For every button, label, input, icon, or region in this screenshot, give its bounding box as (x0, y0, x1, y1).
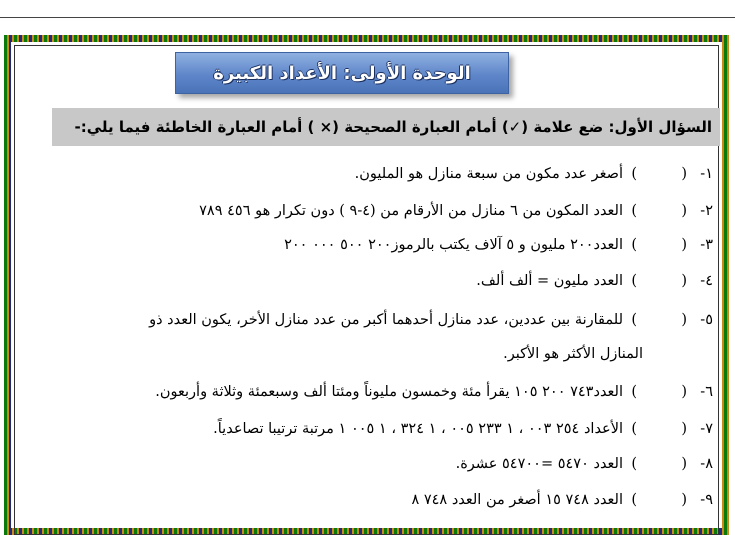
list-item (155, 384, 713, 400)
close-paren: ) (631, 166, 637, 182)
open-paren: ( (681, 421, 687, 437)
top-rule (0, 17, 735, 18)
close-paren: ) (631, 492, 637, 508)
item-number: ٤- (700, 273, 713, 289)
open-paren: ( (681, 492, 687, 508)
close-paren: ) (631, 384, 637, 400)
item-number: ٧- (700, 421, 713, 437)
item-text: أصغر عدد مكون من سبعة منازل هو المليون. (354, 166, 623, 182)
item-text: العدد مليون = ألف ألف. (476, 273, 623, 289)
unit-title-box (175, 52, 509, 94)
open-paren: ( (681, 384, 687, 400)
item-number: ١- (700, 166, 713, 182)
list-item (199, 203, 713, 219)
question-heading: السؤال الأول: ضع علامة (✓) أمام العبارة الصحيحة (× ) أمام العبارة الخاطئة فيما يلي:- (74, 118, 712, 136)
item-number: ٦- (700, 384, 713, 400)
open-paren: ( (681, 166, 687, 182)
item-text: العدد٢٠٠ مليون و ٥ آلاف يكتب بالرموز٢٠٠ ٥٠٠ ٠٠٠ ٢٠٠ (284, 237, 623, 253)
list-item (284, 237, 713, 253)
item-text: العدد ٧٤٨ ١٥ أصغر من العدد ٧٤٨ ٨ (411, 492, 623, 508)
item-number: ٥- (700, 312, 713, 328)
item-number: ٨- (700, 456, 713, 472)
item-text: العدد المكون من ٦ منازل من الأرقام من (٤-٩ ) دون تكرار هو ٤٥٦ ٧٨٩ (199, 203, 623, 219)
open-paren: ( (681, 237, 687, 253)
item-text: العدد٧٤٣ ٢٠٠ ١٠٥ يقرأ مئة وخمسون مليوناً ومئتا ألف وسبعمئة وثلاثة وأربعون. (155, 384, 623, 400)
question-bar (52, 108, 720, 146)
list-item (476, 273, 713, 289)
list-item (355, 166, 713, 182)
item-text: الأعداد ٢٥٤ ٠٠٣ ، ١ ٢٣٣ ٠٠٥ ، ١ ٣٢٤ ، ١ ٠٠٥ ١ مرتبة ترتيبا تصاعدياً. (213, 421, 623, 437)
close-paren: ) (631, 456, 637, 472)
open-paren: ( (681, 456, 687, 472)
list-item (456, 456, 713, 472)
list-item (213, 421, 713, 437)
open-paren: ( (681, 203, 687, 219)
unit-title: الوحدة الأولى: الأعداد الكبيرة (213, 62, 471, 84)
item-number: ٢- (700, 203, 713, 219)
close-paren: ) (631, 203, 637, 219)
item-text: العدد ٥٤٧٠ =٥٤٧٠٠ عشرة. (455, 456, 623, 472)
close-paren: ) (631, 237, 637, 253)
close-paren: ) (631, 421, 637, 437)
item-number: ٣- (700, 237, 713, 253)
item-number: ٩- (700, 492, 713, 508)
close-paren: ) (631, 312, 637, 328)
open-paren: ( (681, 273, 687, 289)
close-paren: ) (631, 273, 637, 289)
item-text: للمقارنة بين عددين، عدد منازل أحدهما أكبر من عدد منازل الأخر، يكون العدد ذو (149, 312, 623, 328)
item-text-continuation: المنازل الأكثر هو الأكبر. (503, 346, 643, 362)
list-item (149, 312, 713, 328)
open-paren: ( (681, 312, 687, 328)
list-item (411, 492, 713, 508)
